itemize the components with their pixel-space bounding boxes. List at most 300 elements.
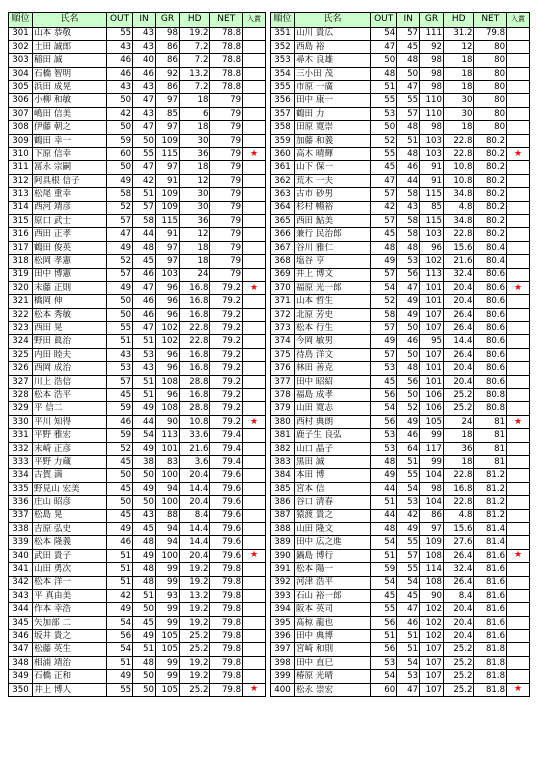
table-row <box>271 442 530 455</box>
name-cell: 塩谷 亨 <box>294 255 370 268</box>
handicap-cell: 19.2 <box>179 27 209 40</box>
out-score-cell: 49 <box>107 670 133 683</box>
in-score-cell: 47 <box>133 322 156 335</box>
net-score-cell: 79.4 <box>210 429 243 442</box>
name-cell: 田中 広之進 <box>294 536 370 549</box>
handicap-cell: 32.4 <box>444 268 474 281</box>
out-score-cell: 51 <box>371 496 397 509</box>
rank-cell: 399 <box>271 670 295 683</box>
rank-cell: 382 <box>271 442 295 455</box>
gross-score-cell: 102 <box>420 603 444 616</box>
rank-cell: 305 <box>9 81 33 94</box>
prize-star <box>243 589 266 602</box>
gross-score-cell: 106 <box>420 389 444 402</box>
in-score-cell: 45 <box>397 40 420 53</box>
rank-cell: 392 <box>271 576 295 589</box>
gross-score-cell: 94 <box>155 522 179 535</box>
rank-cell: 317 <box>9 241 33 254</box>
gross-score-cell: 97 <box>155 121 179 134</box>
gross-score-cell: 107 <box>420 348 444 361</box>
prize-star: ★ <box>507 281 530 294</box>
net-score-cell: 78.8 <box>210 40 243 53</box>
handicap-cell: 7.2 <box>179 54 209 67</box>
handicap-cell: 18 <box>179 161 209 174</box>
gross-score-cell: 103 <box>155 268 179 281</box>
out-score-cell: 44 <box>371 482 397 495</box>
rank-cell: 386 <box>271 496 295 509</box>
table-row <box>9 402 266 415</box>
handicap-cell: 18 <box>179 94 209 107</box>
rank-cell: 362 <box>271 174 295 187</box>
name-cell: 田中 典博 <box>294 630 370 643</box>
handicap-cell: 25.2 <box>444 670 474 683</box>
gross-score-cell: 113 <box>420 268 444 281</box>
name-cell: 井上 博文 <box>294 268 370 281</box>
rank-cell: 360 <box>271 148 295 161</box>
in-score-cell: 54 <box>397 576 420 589</box>
out-score-cell: 59 <box>107 402 133 415</box>
in-score-cell: 57 <box>397 107 420 120</box>
net-score-cell: 79.2 <box>210 348 243 361</box>
table-row <box>9 509 266 522</box>
name-cell: 稲田 誠 <box>32 54 106 67</box>
name-cell: 嶋田 信美 <box>32 107 106 120</box>
in-score-cell: 50 <box>133 469 156 482</box>
net-score-cell: 80.4 <box>474 255 507 268</box>
rank-cell: 395 <box>271 616 295 629</box>
table-row <box>9 375 266 388</box>
rank-cell: 357 <box>271 107 295 120</box>
rank-cell: 359 <box>271 134 295 147</box>
net-score-cell: 80.6 <box>474 268 507 281</box>
name-cell: 本田 博 <box>294 469 370 482</box>
table-row <box>271 522 530 535</box>
rank-cell: 319 <box>9 268 33 281</box>
net-score-cell: 79.8 <box>210 563 243 576</box>
rank-cell: 341 <box>9 563 33 576</box>
handicap-cell: 4.8 <box>444 509 474 522</box>
rank-cell: 303 <box>9 54 33 67</box>
name-cell: 河津 浩平 <box>294 576 370 589</box>
gross-score-cell: 99 <box>155 576 179 589</box>
header-row <box>271 13 530 28</box>
prize-star <box>507 389 530 402</box>
in-score-cell: 46 <box>133 295 156 308</box>
name-cell: 鶴田 俊英 <box>32 241 106 254</box>
table-row <box>9 389 266 402</box>
out-score-cell: 59 <box>371 563 397 576</box>
name-cell: 冨永 宗嗣 <box>32 161 106 174</box>
table-row <box>271 214 530 227</box>
in-score-cell: 48 <box>397 54 420 67</box>
handicap-cell: 20.4 <box>444 616 474 629</box>
rank-cell: 353 <box>271 54 295 67</box>
header-hd: HD <box>179 13 209 28</box>
out-score-cell: 49 <box>371 469 397 482</box>
in-score-cell: 43 <box>133 509 156 522</box>
prize-star <box>507 603 530 616</box>
in-score-cell: 44 <box>397 174 420 187</box>
prize-star <box>243 402 266 415</box>
table-row <box>271 496 530 509</box>
gross-score-cell: 109 <box>155 134 179 147</box>
rank-cell: 307 <box>9 107 33 120</box>
out-score-cell: 51 <box>107 549 133 562</box>
gross-score-cell: 99 <box>155 656 179 669</box>
prize-star <box>243 616 266 629</box>
handicap-cell: 18 <box>444 67 474 80</box>
prize-star <box>507 522 530 535</box>
name-cell: 野田 眞治 <box>32 335 106 348</box>
table-row <box>9 27 266 40</box>
in-score-cell: 52 <box>397 402 420 415</box>
in-score-cell: 43 <box>133 107 156 120</box>
table-row <box>9 81 266 94</box>
table-row <box>271 228 530 241</box>
net-score-cell: 79.6 <box>210 469 243 482</box>
prize-star <box>507 121 530 134</box>
prize-star <box>243 670 266 683</box>
out-score-cell: 45 <box>371 228 397 241</box>
net-score-cell: 79.8 <box>210 630 243 643</box>
name-cell: 猿渡 貴之 <box>294 509 370 522</box>
net-score-cell: 79.6 <box>210 522 243 535</box>
handicap-cell: 22.8 <box>444 496 474 509</box>
in-score-cell: 57 <box>397 27 420 40</box>
header-hd: HD <box>444 13 474 28</box>
table-row <box>9 482 266 495</box>
name-cell: 鍋島 博行 <box>294 549 370 562</box>
net-score-cell: 81.6 <box>474 563 507 576</box>
in-score-cell: 51 <box>397 134 420 147</box>
rank-cell: 348 <box>9 656 33 669</box>
out-score-cell: 53 <box>371 442 397 455</box>
rank-cell: 332 <box>9 442 33 455</box>
table-row <box>9 134 266 147</box>
rank-cell: 315 <box>9 214 33 227</box>
table-row <box>271 630 530 643</box>
prize-star <box>243 429 266 442</box>
handicap-cell: 26.4 <box>444 348 474 361</box>
handicap-cell: 26.4 <box>444 308 474 321</box>
prize-star <box>243 161 266 174</box>
table-row <box>271 456 530 469</box>
net-score-cell: 79.8 <box>210 643 243 656</box>
prize-star <box>243 656 266 669</box>
out-score-cell: 49 <box>107 522 133 535</box>
handicap-cell: 6 <box>179 107 209 120</box>
out-score-cell: 46 <box>107 415 133 428</box>
out-score-cell: 47 <box>371 40 397 53</box>
handicap-cell: 13.2 <box>179 589 209 602</box>
name-cell: 野見山 宏美 <box>32 482 106 495</box>
handicap-cell: 19.2 <box>179 563 209 576</box>
name-cell: 山田 勇次 <box>32 563 106 576</box>
out-score-cell: 56 <box>371 415 397 428</box>
prize-star <box>507 161 530 174</box>
in-score-cell: 48 <box>397 121 420 134</box>
gross-score-cell: 86 <box>420 509 444 522</box>
out-score-cell: 48 <box>371 67 397 80</box>
rank-cell: 323 <box>9 322 33 335</box>
rank-cell: 361 <box>271 161 295 174</box>
header-net: NET <box>210 13 243 28</box>
out-score-cell: 54 <box>371 576 397 589</box>
prize-star <box>507 563 530 576</box>
net-score-cell: 79.2 <box>210 375 243 388</box>
gross-score-cell: 102 <box>420 630 444 643</box>
table-row <box>271 174 530 187</box>
rank-cell: 336 <box>9 496 33 509</box>
out-score-cell: 50 <box>107 308 133 321</box>
rank-cell: 390 <box>271 549 295 562</box>
handicap-cell: 18 <box>179 241 209 254</box>
name-cell: 松藤 英生 <box>32 643 106 656</box>
gross-score-cell: 108 <box>420 549 444 562</box>
in-score-cell: 50 <box>133 683 156 696</box>
table-row <box>271 563 530 576</box>
handicap-cell: 25.2 <box>179 683 209 696</box>
gross-score-cell: 96 <box>155 362 179 375</box>
in-score-cell: 49 <box>133 402 156 415</box>
in-score-cell: 51 <box>397 643 420 656</box>
handicap-cell: 19.2 <box>179 656 209 669</box>
out-score-cell: 57 <box>371 214 397 227</box>
handicap-cell: 34.8 <box>444 214 474 227</box>
net-score-cell: 79 <box>210 107 243 120</box>
name-cell: 高木 晴輝 <box>294 148 370 161</box>
header-prize: 入賞 <box>243 13 266 28</box>
gross-score-cell: 97 <box>155 255 179 268</box>
net-score-cell: 79.8 <box>210 603 243 616</box>
out-score-cell: 57 <box>371 268 397 281</box>
net-score-cell: 80.6 <box>474 281 507 294</box>
rank-cell: 371 <box>271 295 295 308</box>
table-row <box>9 563 266 576</box>
handicap-cell: 15.6 <box>444 522 474 535</box>
gross-score-cell: 105 <box>155 630 179 643</box>
gross-score-cell: 104 <box>420 496 444 509</box>
rank-cell: 373 <box>271 322 295 335</box>
out-score-cell: 55 <box>371 148 397 161</box>
in-score-cell: 48 <box>133 536 156 549</box>
table-row <box>271 54 530 67</box>
handicap-cell: 10.8 <box>444 161 474 174</box>
out-score-cell: 60 <box>107 148 133 161</box>
out-score-cell: 50 <box>107 121 133 134</box>
in-score-cell: 46 <box>133 308 156 321</box>
rank-cell: 347 <box>9 643 33 656</box>
rank-cell: 306 <box>9 94 33 107</box>
gross-score-cell: 104 <box>420 469 444 482</box>
name-cell: 松本 陽一 <box>294 563 370 576</box>
out-score-cell: 51 <box>371 81 397 94</box>
in-score-cell: 43 <box>133 362 156 375</box>
name-cell: 西田 晃 <box>32 322 106 335</box>
rank-cell: 364 <box>271 201 295 214</box>
out-score-cell: 57 <box>371 322 397 335</box>
prize-star <box>507 429 530 442</box>
gross-score-cell: 99 <box>155 563 179 576</box>
net-score-cell: 79.8 <box>210 616 243 629</box>
out-score-cell: 51 <box>371 630 397 643</box>
handicap-cell: 16.8 <box>179 348 209 361</box>
net-score-cell: 79.4 <box>210 456 243 469</box>
prize-star <box>243 308 266 321</box>
in-score-cell: 50 <box>133 134 156 147</box>
gross-score-cell: 107 <box>420 670 444 683</box>
table-row <box>9 54 266 67</box>
handicap-cell: 36 <box>444 442 474 455</box>
in-score-cell: 49 <box>133 482 156 495</box>
table-row <box>271 549 530 562</box>
prize-star <box>507 134 530 147</box>
out-score-cell: 46 <box>107 536 133 549</box>
net-score-cell: 79.2 <box>210 308 243 321</box>
net-score-cell: 80.6 <box>474 295 507 308</box>
net-score-cell: 79 <box>210 174 243 187</box>
net-score-cell: 80.2 <box>474 148 507 161</box>
prize-star <box>243 536 266 549</box>
handicap-cell: 25.2 <box>179 630 209 643</box>
table-row <box>9 214 266 227</box>
gross-score-cell: 86 <box>155 40 179 53</box>
out-score-cell: 46 <box>107 67 133 80</box>
out-score-cell: 47 <box>107 228 133 241</box>
gross-score-cell: 99 <box>155 603 179 616</box>
table-row <box>9 228 266 241</box>
header-gr: GR <box>155 13 179 28</box>
handicap-cell: 20.4 <box>444 362 474 375</box>
rank-cell: 326 <box>9 362 33 375</box>
net-score-cell: 79 <box>210 94 243 107</box>
handicap-cell: 12 <box>179 174 209 187</box>
gross-score-cell: 92 <box>155 67 179 80</box>
table-row <box>9 174 266 187</box>
net-score-cell: 79 <box>210 268 243 281</box>
prize-star <box>243 335 266 348</box>
rank-cell: 318 <box>9 255 33 268</box>
gross-score-cell: 85 <box>155 107 179 120</box>
name-cell: 平野 力蔵 <box>32 456 106 469</box>
rank-cell: 320 <box>9 281 33 294</box>
net-score-cell: 79.8 <box>474 27 507 40</box>
header-name: 氏名 <box>32 13 106 28</box>
prize-star <box>243 241 266 254</box>
table-row <box>271 482 530 495</box>
table-row <box>9 107 266 120</box>
in-score-cell: 50 <box>133 670 156 683</box>
rank-cell: 322 <box>9 308 33 321</box>
in-score-cell: 46 <box>133 67 156 80</box>
in-score-cell: 50 <box>133 603 156 616</box>
net-score-cell: 80.8 <box>474 402 507 415</box>
prize-star: ★ <box>243 148 266 161</box>
table-row <box>271 362 530 375</box>
out-score-cell: 53 <box>107 362 133 375</box>
out-score-cell: 50 <box>107 496 133 509</box>
rank-cell: 356 <box>271 94 295 107</box>
in-score-cell: 48 <box>397 362 420 375</box>
net-score-cell: 80.6 <box>474 362 507 375</box>
net-score-cell: 79.2 <box>210 335 243 348</box>
prize-star <box>243 228 266 241</box>
net-score-cell: 80 <box>474 40 507 53</box>
gross-score-cell: 91 <box>155 228 179 241</box>
table-row <box>9 40 266 53</box>
out-score-cell: 57 <box>371 188 397 201</box>
out-score-cell: 45 <box>107 482 133 495</box>
out-score-cell: 42 <box>371 201 397 214</box>
rank-cell: 396 <box>271 630 295 643</box>
prize-star <box>243 496 266 509</box>
name-cell: 石橋 智明 <box>32 67 106 80</box>
in-score-cell: 48 <box>133 241 156 254</box>
rank-cell: 358 <box>271 121 295 134</box>
prize-star <box>243 107 266 120</box>
gross-score-cell: 107 <box>420 683 444 696</box>
name-cell: 松尾 重幸 <box>32 188 106 201</box>
prize-star <box>243 482 266 495</box>
table-row <box>9 656 266 669</box>
table-row <box>9 281 266 294</box>
in-score-cell: 53 <box>397 496 420 509</box>
in-score-cell: 46 <box>397 616 420 629</box>
in-score-cell: 49 <box>397 415 420 428</box>
prize-star <box>507 228 530 241</box>
handicap-cell: 26.4 <box>444 576 474 589</box>
table-row <box>271 255 530 268</box>
gross-score-cell: 110 <box>420 107 444 120</box>
table-row <box>271 295 530 308</box>
rank-cell: 397 <box>271 643 295 656</box>
net-score-cell: 80.2 <box>474 161 507 174</box>
in-score-cell: 47 <box>397 603 420 616</box>
prize-star: ★ <box>507 549 530 562</box>
out-score-cell: 44 <box>371 509 397 522</box>
handicap-cell: 16.8 <box>179 308 209 321</box>
rank-cell: 340 <box>9 549 33 562</box>
table-row <box>271 281 530 294</box>
net-score-cell: 79 <box>210 188 243 201</box>
in-score-cell: 45 <box>133 616 156 629</box>
table-row <box>9 456 266 469</box>
net-score-cell: 80.6 <box>474 375 507 388</box>
gross-score-cell: 102 <box>420 255 444 268</box>
name-cell: 椿原 光晴 <box>294 670 370 683</box>
handicap-cell: 16.8 <box>444 482 474 495</box>
gross-score-cell: 107 <box>420 643 444 656</box>
name-cell: 山川 貴広 <box>294 27 370 40</box>
table-row <box>271 134 530 147</box>
in-score-cell: 58 <box>133 214 156 227</box>
net-score-cell: 79.6 <box>210 536 243 549</box>
handicap-cell: 14.4 <box>179 536 209 549</box>
out-score-cell: 48 <box>371 241 397 254</box>
gross-score-cell: 96 <box>155 308 179 321</box>
in-score-cell: 50 <box>133 496 156 509</box>
gross-score-cell: 97 <box>420 522 444 535</box>
handicap-cell: 3.6 <box>179 456 209 469</box>
prize-star: ★ <box>507 415 530 428</box>
handicap-cell: 19.2 <box>179 576 209 589</box>
table-row <box>9 362 266 375</box>
name-cell: 松本 行生 <box>294 322 370 335</box>
name-cell: 宮崎 和則 <box>294 643 370 656</box>
rank-cell: 335 <box>9 482 33 495</box>
table-row <box>271 656 530 669</box>
handicap-cell: 22.8 <box>444 134 474 147</box>
